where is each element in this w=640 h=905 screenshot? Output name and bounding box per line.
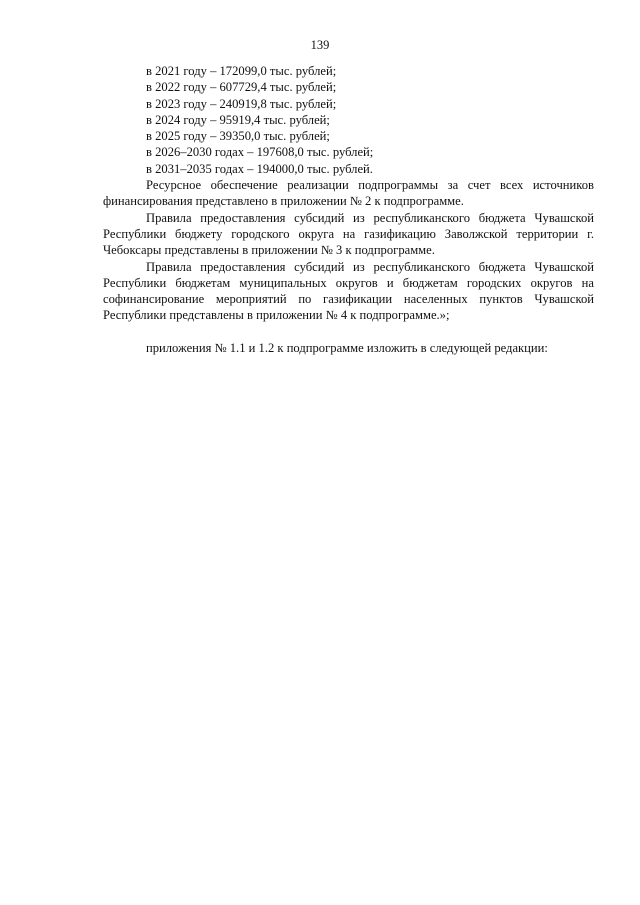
- cheboksary-subsidy-rules-paragraph: Правила предоставления субсидий из республиканского бюджета Чувашской Республики бюджету городского округа на газификацию Заволжской территории г. Чебоксары представлены в приложении № 3 к подпрограмме.: [103, 210, 594, 258]
- resource-provision-paragraph: Ресурсное обеспечение реализации подпрограммы за счет всех источников финансирования представлено в приложении № 2 к подпрограмме.: [103, 178, 594, 209]
- page-number: 139: [310, 38, 330, 52]
- funding-line-2023: в 2023 году – 240919,8 тыс. рублей;: [146, 96, 337, 111]
- funding-line-2031-2035: в 2031–2035 годах – 194000,0 тыс. рублей.: [146, 161, 373, 176]
- closing-instruction-paragraph: приложения № 1.1 и 1.2 к подпрограмме изложить в следующей редакции:: [146, 340, 548, 355]
- funding-line-2025: в 2025 году – 39350,0 тыс. рублей;: [146, 129, 330, 144]
- funding-line-2021: в 2021 году – 172099,0 тыс. рублей;: [146, 64, 337, 78]
- funding-line-2024: в 2024 году – 95919,4 тыс. рублей;: [146, 112, 330, 127]
- document-body: [103, 63, 594, 356]
- municipal-subsidy-rules-paragraph: Правила предоставления субсидий из республиканского бюджета Чувашской Республики бюджетам муниципальных округов и бюджетам городских округов на софинансирование мероприятий по газификации населенных пунктов Чувашской Республики представлены в приложении № 4 к подпрограмме.»;: [103, 259, 594, 323]
- funding-line-2026-2030: в 2026–2030 годах – 197608,0 тыс. рублей;: [146, 145, 374, 160]
- funding-line-2022: в 2022 году – 607729,4 тыс. рублей;: [146, 80, 337, 95]
